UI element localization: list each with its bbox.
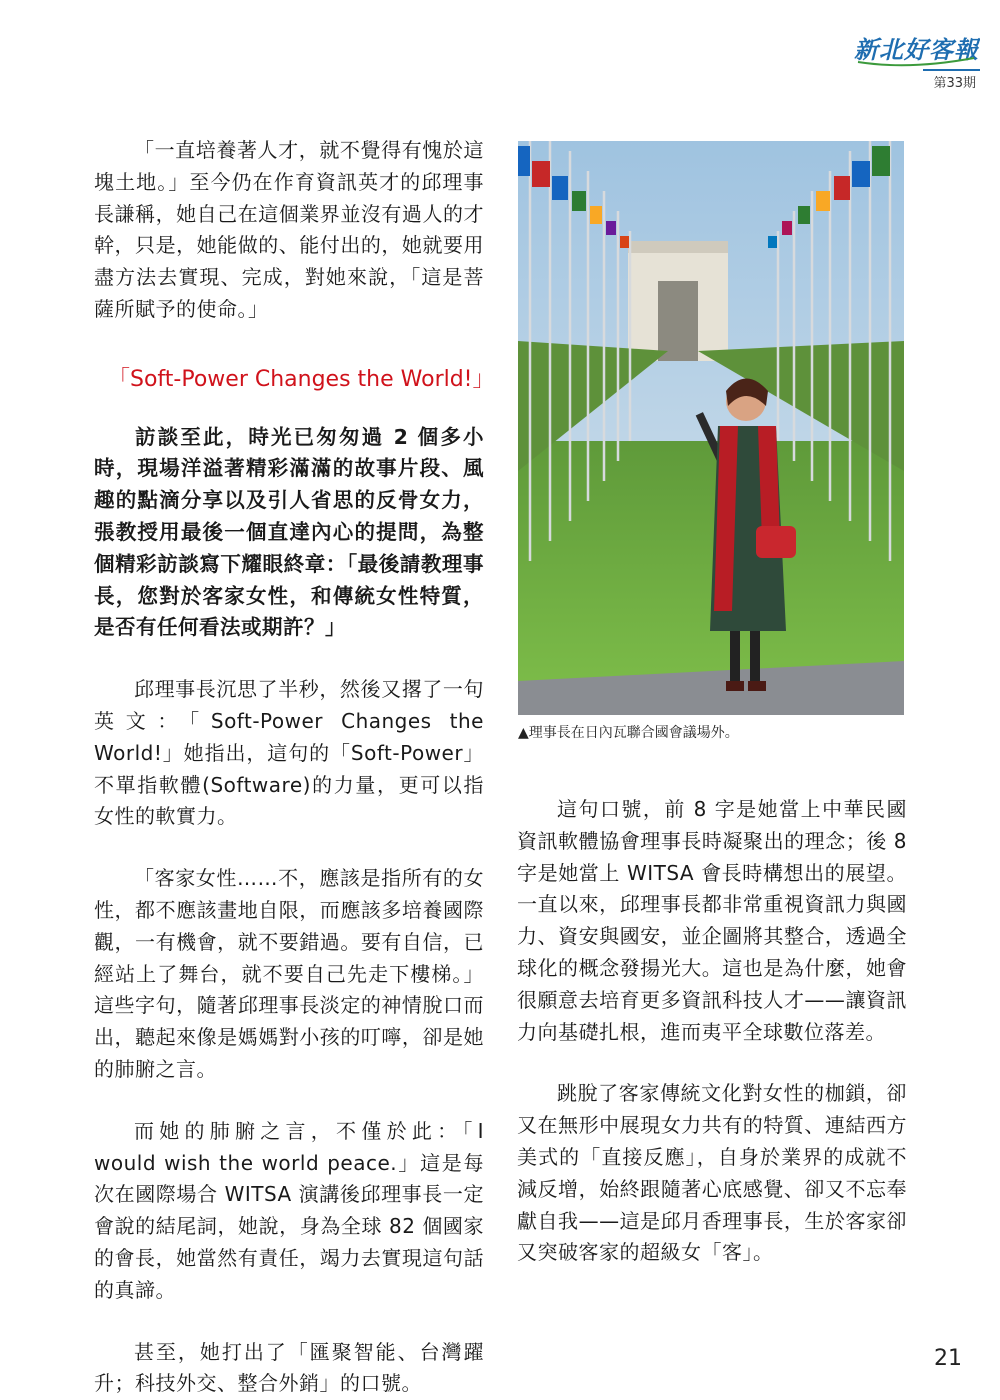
article-paragraph: 這句口號，前 8 字是她當上中華民國資訊軟體協會理事長時凝聚出的理念；後 8 字是她當上 WITSA 會長時構想出的展望。一直以來，邱理事長都非常重視資訊力與國力、資安與國安，並企圖將其整合，透過全球化的概念發揚光大。這也是為什麼，她會很願意去培育更多資訊科技人才——讓資訊力向基礎扎根，進而夷平全球數位落差。 [517,797,907,1044]
article-paragraph: 「一直培養著人才，就不覺得有愧於這塊土地。」至今仍在作育資訊英才的邱理事長謙稱，她自己在這個業界並沒有過人的才幹，只是，她能做的、能付出的，她就要用盡方法去實現、完成，對她來說，「這是菩薩所賦予的使命。」 [94,138,484,321]
page-number: 21 [934,1346,962,1371]
article-question-paragraph: 訪談至此，時光已匆匆過 2 個多小時，現場洋溢著精彩滿滿的故事片段、風趣的點滴分享以及引人省思的反骨女力，張教授用最後一個直達內心的提問，為整個精彩訪談寫下耀眼終章：「最後請教理事長，您對於客家女性，和傳統女性特質，是否有任何看法或期許？」 [94,424,484,640]
article-photo [518,141,904,715]
issue-number: 第33期 [923,69,980,91]
article-paragraph: 「客家女性……不，應該是指所有的女性，都不應該畫地自限，而應該多培養國際觀，一有機會，就不要錯過。要有自信，已經站上了舞台，就不要自己先走下樓梯。」這些字句，隨著邱理事長淡定的神情脫口而出，聽起來像是媽媽對小孩的叮嚀，卻是她的肺腑之言。 [94,866,484,1081]
photo-caption: ▲理事長在日內瓦聯合國會議場外。 [518,725,739,741]
masthead-logo [850,28,980,68]
masthead [850,28,980,90]
masthead-logo-text: 新北好客報 [854,35,979,64]
article-paragraph: 邱理事長沉思了半秒，然後又撂了一句英文：「Soft-Power Changes the World!」她指出，這句的「Soft-Power」不單指軟體(Software)的力量，更可以指女性的軟實力。 [94,677,484,829]
article-paragraph: 跳脫了客家傳統文化對女性的枷鎖，卻又在無形中展現女力共有的特質、連結西方美式的「直接反應」，自身於業界的成就不減反增，始終跟隨著心底感覺、卻又不忘奉獻自我——這是邱月香理事長，生於客家卻又突破客家的超級女「客」。 [517,1081,907,1265]
left-column [94,135,495,1400]
section-heading: 「Soft-Power Changes the World!」 [108,366,495,392]
article-paragraph: 甚至，她打出了「匯聚智能、台灣躍升；科技外交、整合外銷」的口號。 [94,1339,484,1396]
article-paragraph: 而她的肺腑之言，不僅於此：「I would wish the world peace.」這是每次在國際場合 WITSA 演講後邱理事長一定會說的結尾詞，她說，身為全球 82 個國家的會長，她當然有責任，竭力去實現這句話的真諦。 [94,1118,484,1302]
right-column [517,794,907,1269]
